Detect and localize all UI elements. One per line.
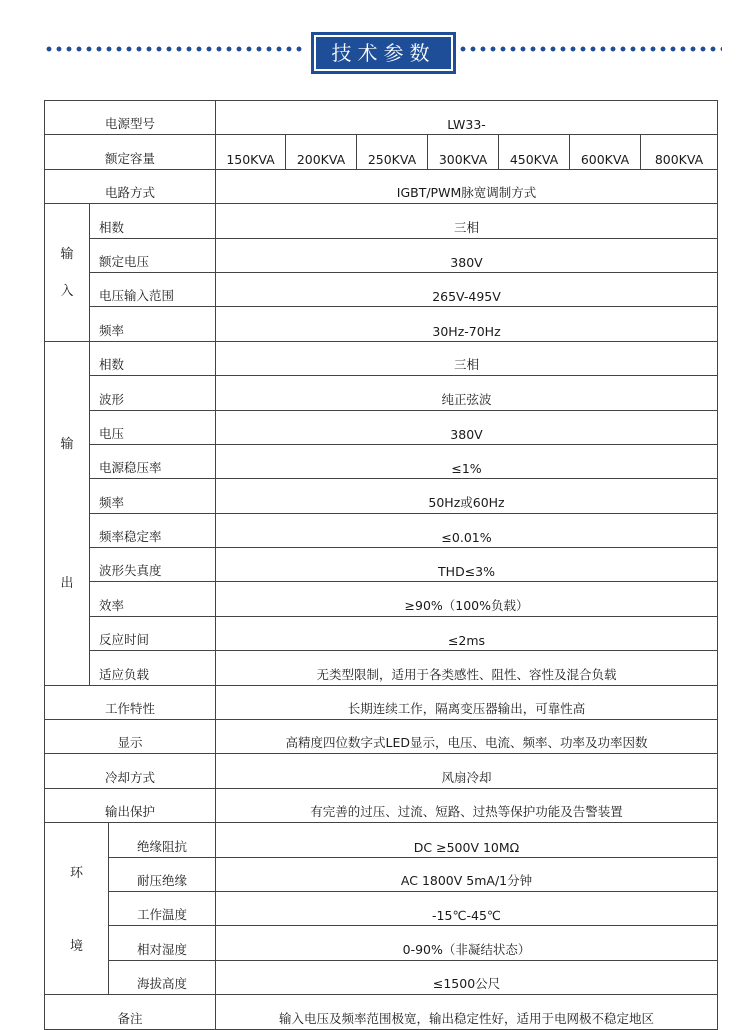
output-row-value: 纯正弦波 [216, 376, 718, 410]
row-protection [45, 788, 718, 822]
spec-table [44, 100, 718, 1030]
output-row-value: ≤2ms [216, 616, 718, 650]
cooling-label: 冷却方式 [45, 754, 216, 788]
row-circuit [45, 169, 718, 203]
capacity-cell: 600KVA [570, 135, 641, 169]
output-group-label [45, 341, 90, 685]
capacity-cell: 200KVA [286, 135, 357, 169]
output-row-value: 50Hz或60Hz [216, 479, 718, 513]
output-row-label: 电源稳压率 [90, 444, 216, 478]
env-row-label: 工作温度 [109, 891, 216, 925]
row-capacity [45, 135, 718, 169]
output-row-label: 波形 [90, 376, 216, 410]
row-output-response [45, 616, 718, 650]
row-input-range [45, 272, 718, 306]
protection-value: 有完善的过压、过流、短路、过热等保护功能及告警装置 [216, 788, 718, 822]
capacity-cell: 250KVA [357, 135, 428, 169]
input-row-label: 相数 [90, 204, 216, 238]
capacity-label: 额定容量 [45, 135, 216, 169]
row-output-frequency [45, 479, 718, 513]
row-env-insulation [45, 823, 718, 857]
dotted-divider-right [458, 46, 722, 52]
input-row-value: 380V [216, 238, 718, 272]
row-env-withstand [45, 857, 718, 891]
input-row-value: 30Hz-70Hz [216, 307, 718, 341]
environment-group-char: 环 [69, 865, 83, 881]
output-row-value: 三相 [216, 341, 718, 375]
row-output-efficiency [45, 582, 718, 616]
row-display [45, 720, 718, 754]
output-row-label: 电压 [90, 410, 216, 444]
env-row-value: AC 1800V 5mA/1分钟 [216, 857, 718, 891]
output-row-label: 反应时间 [90, 616, 216, 650]
circuit-label: 电路方式 [45, 169, 216, 203]
output-group-char: 出 [60, 576, 74, 592]
environment-group-label [45, 823, 109, 995]
input-group-char: 入 [60, 284, 74, 300]
output-row-label: 适应负载 [90, 651, 216, 685]
env-row-label: 相对湿度 [109, 926, 216, 960]
remarks-value: 输入电压及频率范围极宽，输出稳定性好，适用于电网极不稳定地区 [216, 995, 718, 1029]
row-input-voltage [45, 238, 718, 272]
row-work-feature [45, 685, 718, 719]
input-row-label: 额定电压 [90, 238, 216, 272]
env-row-value: ≤1500公尺 [216, 960, 718, 994]
output-row-value: ≤1% [216, 444, 718, 478]
row-env-altitude [45, 960, 718, 994]
section-header [0, 0, 750, 80]
output-row-value: 380V [216, 410, 718, 444]
capacity-cell: 300KVA [428, 135, 499, 169]
input-row-value: 三相 [216, 204, 718, 238]
section-title: 技术参数 [311, 32, 456, 74]
row-input-frequency [45, 307, 718, 341]
capacity-cell: 450KVA [499, 135, 570, 169]
input-group-char: 输 [60, 247, 74, 263]
output-row-label: 频率 [90, 479, 216, 513]
row-env-humidity [45, 926, 718, 960]
input-row-label: 频率 [90, 307, 216, 341]
capacity-cell: 800KVA [641, 135, 718, 169]
display-value: 高精度四位数字式LED显示，电压、电流、频率、功率及功率因数 [216, 720, 718, 754]
display-label: 显示 [45, 720, 216, 754]
input-row-label: 电压输入范围 [90, 272, 216, 306]
protection-label: 输出保护 [45, 788, 216, 822]
output-row-label: 效率 [90, 582, 216, 616]
output-row-label: 相数 [90, 341, 216, 375]
work-feature-label: 工作特性 [45, 685, 216, 719]
model-label: 电源型号 [45, 101, 216, 135]
circuit-value: IGBT/PWM脉宽调制方式 [216, 169, 718, 203]
row-input-phase [45, 204, 718, 238]
output-row-label: 频率稳定率 [90, 513, 216, 547]
env-row-label: 海拔高度 [109, 960, 216, 994]
work-feature-value: 长期连续工作，隔离变压器输出，可靠性高 [216, 685, 718, 719]
row-env-temperature [45, 891, 718, 925]
remarks-label: 备注 [45, 995, 216, 1029]
row-model [45, 101, 718, 135]
cooling-value: 风扇冷却 [216, 754, 718, 788]
output-row-value: 无类型限制，适用于各类感性、阻性、容性及混合负载 [216, 651, 718, 685]
env-row-value: -15℃-45℃ [216, 891, 718, 925]
row-remarks [45, 995, 718, 1029]
row-output-distortion [45, 548, 718, 582]
row-output-load [45, 651, 718, 685]
row-output-waveform [45, 376, 718, 410]
env-row-label: 绝缘阻抗 [109, 823, 216, 857]
input-row-value: 265V-495V [216, 272, 718, 306]
env-row-label: 耐压绝缘 [109, 857, 216, 891]
row-output-regulation [45, 444, 718, 478]
row-output-freq-stability [45, 513, 718, 547]
env-row-value: DC ≥500V 10MΩ [216, 823, 718, 857]
output-row-label: 波形失真度 [90, 548, 216, 582]
dotted-divider-left [44, 46, 302, 52]
row-output-voltage [45, 410, 718, 444]
row-cooling [45, 754, 718, 788]
output-row-value: THD≤3% [216, 548, 718, 582]
output-row-value: ≥90%（100%负载） [216, 582, 718, 616]
row-output-phase [45, 341, 718, 375]
model-value: LW33- [216, 101, 718, 135]
output-group-char: 输 [60, 437, 74, 453]
output-row-value: ≤0.01% [216, 513, 718, 547]
input-group-label [45, 204, 90, 342]
environment-group-char: 境 [69, 938, 83, 954]
env-row-value: 0-90%（非凝结状态） [216, 926, 718, 960]
capacity-cell: 150KVA [216, 135, 286, 169]
